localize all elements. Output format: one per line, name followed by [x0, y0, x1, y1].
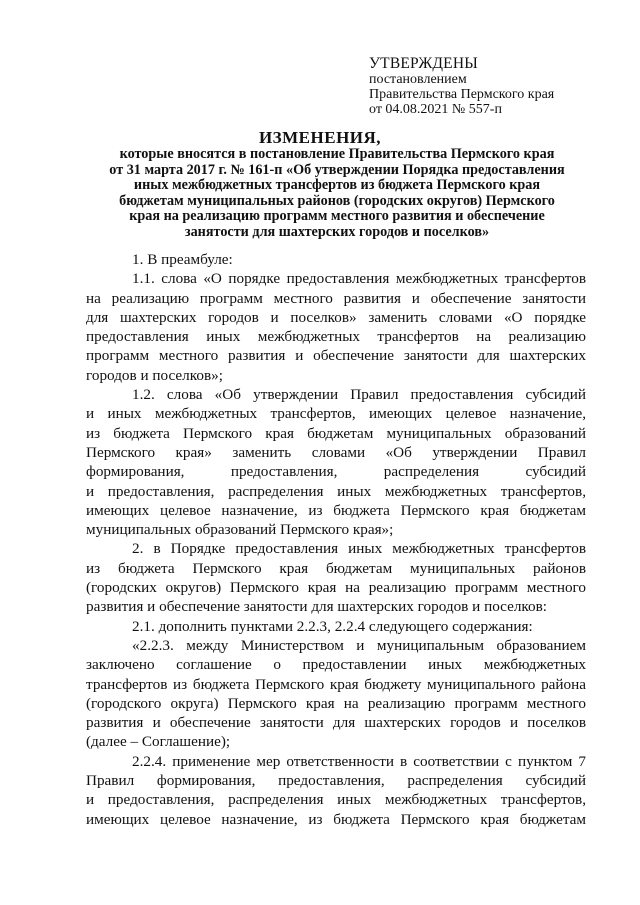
body-text-line: «2.2.3. между Министерством и муниципальным образованием [132, 636, 586, 654]
body-text-line: 2.1. дополнить пунктами 2.2.3, 2.2.4 следующего содержания: [132, 617, 533, 635]
approval-heading: УТВЕРЖДЕНЫ [369, 55, 478, 72]
approval-stamp [369, 55, 609, 117]
body-text-line: предоставления иных межбюджетных трансфертов на реализацию [86, 328, 586, 346]
body-text-line: и предоставления, распределения иных межбюджетных трансфертов, [86, 791, 586, 809]
body-text-line: для шахтерских городов и поселков» заменить словами «О порядке [86, 308, 586, 326]
body-text-line: 1. В преамбуле: [132, 251, 233, 268]
subtitle-line: которые вносятся в постановление Правительства Пермского края [119, 146, 555, 162]
approval-line-1: постановлением [369, 72, 467, 87]
body-text-line: и предоставления, распределения иных межбюджетных трансфертов, [86, 482, 586, 500]
body-text-line: имеющих целевое назначение, из бюджета Пермского края бюджетам [86, 810, 586, 828]
body-text-line: из бюджета Пермского края бюджетам муниципальных образований [86, 424, 586, 442]
subtitle-line: бюджетам муниципальных районов (городских округов) Пермского [119, 192, 555, 209]
body-text-line: муниципальных образований Пермского края»; [86, 521, 394, 539]
body-text-line: 1.2. слова «Об утверждении Правил предоставления субсидий [132, 386, 586, 404]
body-text-line: программ местного развития и обеспечение занятости для шахтерских [86, 347, 586, 365]
subtitle-line: от 31 марта 2017 г. № 161-п «Об утверждении Порядка предоставления [109, 161, 565, 178]
approval-line-3: от 04.08.2021 № 557-п [369, 102, 502, 117]
body-text-line: трансфертов из бюджета Пермского края бюджету муниципального района [86, 675, 586, 693]
body-text-line: из бюджета Пермского края бюджетам муниципальных районов [86, 559, 586, 577]
body-text-line: на реализацию программ местного развития и обеспечение занятости [86, 289, 586, 307]
body-text-line: 2. в Порядке предоставления иных межбюджетных трансфертов [132, 540, 586, 558]
body-text-line: 2.2.4. применение мер ответственности в соответствии с пунктом 7 [132, 752, 586, 770]
body-text-line: (городских округов) Пермского края на реализацию программ местного [86, 579, 586, 597]
subtitle-line: края на реализацию программ местного развития и обеспечение [129, 208, 545, 225]
body-text-line: (далее – Соглашение); [86, 733, 231, 751]
body-text-line: Правил формирования, предоставления, распределения субсидий [86, 772, 586, 790]
body-text-line: городов и поселков»; [86, 366, 223, 384]
body-text-line: 1.1. слова «О порядке предоставления межбюджетных трансфертов [132, 270, 586, 288]
body-text-line: имеющих целевое назначение, из бюджета Пермского края бюджетам [86, 501, 586, 519]
body-text-line: заключено соглашение о предоставлении иных межбюджетных [86, 656, 586, 674]
approval-line-2: Правительства Пермского края [369, 87, 555, 102]
body-text-line: формирования, предоставления, распределения субсидий [86, 463, 586, 481]
subtitle-line: иных межбюджетных трансфертов из бюджета Пермского края [133, 177, 541, 194]
document-title: ИЗМЕНЕНИЯ, [258, 128, 382, 147]
body-text-line: Пермского края» заменить словами «Об утверждении Правил [86, 443, 586, 461]
body-text-line: и иных межбюджетных трансфертов, имеющих целевое назначение, [86, 405, 586, 423]
body-text-line: (городского округа) Пермского края на реализацию программ местного [86, 694, 586, 712]
document-body [86, 250, 586, 829]
body-text-line: развития и обеспечение занятости для шахтерских городов и поселков [86, 714, 586, 732]
body-text-line: развития и обеспечение занятости для шахтерских городов и поселков: [86, 598, 548, 616]
subtitle-line: занятости для шахтерских городов и поселков» [184, 223, 490, 240]
document-subtitle [88, 147, 586, 241]
